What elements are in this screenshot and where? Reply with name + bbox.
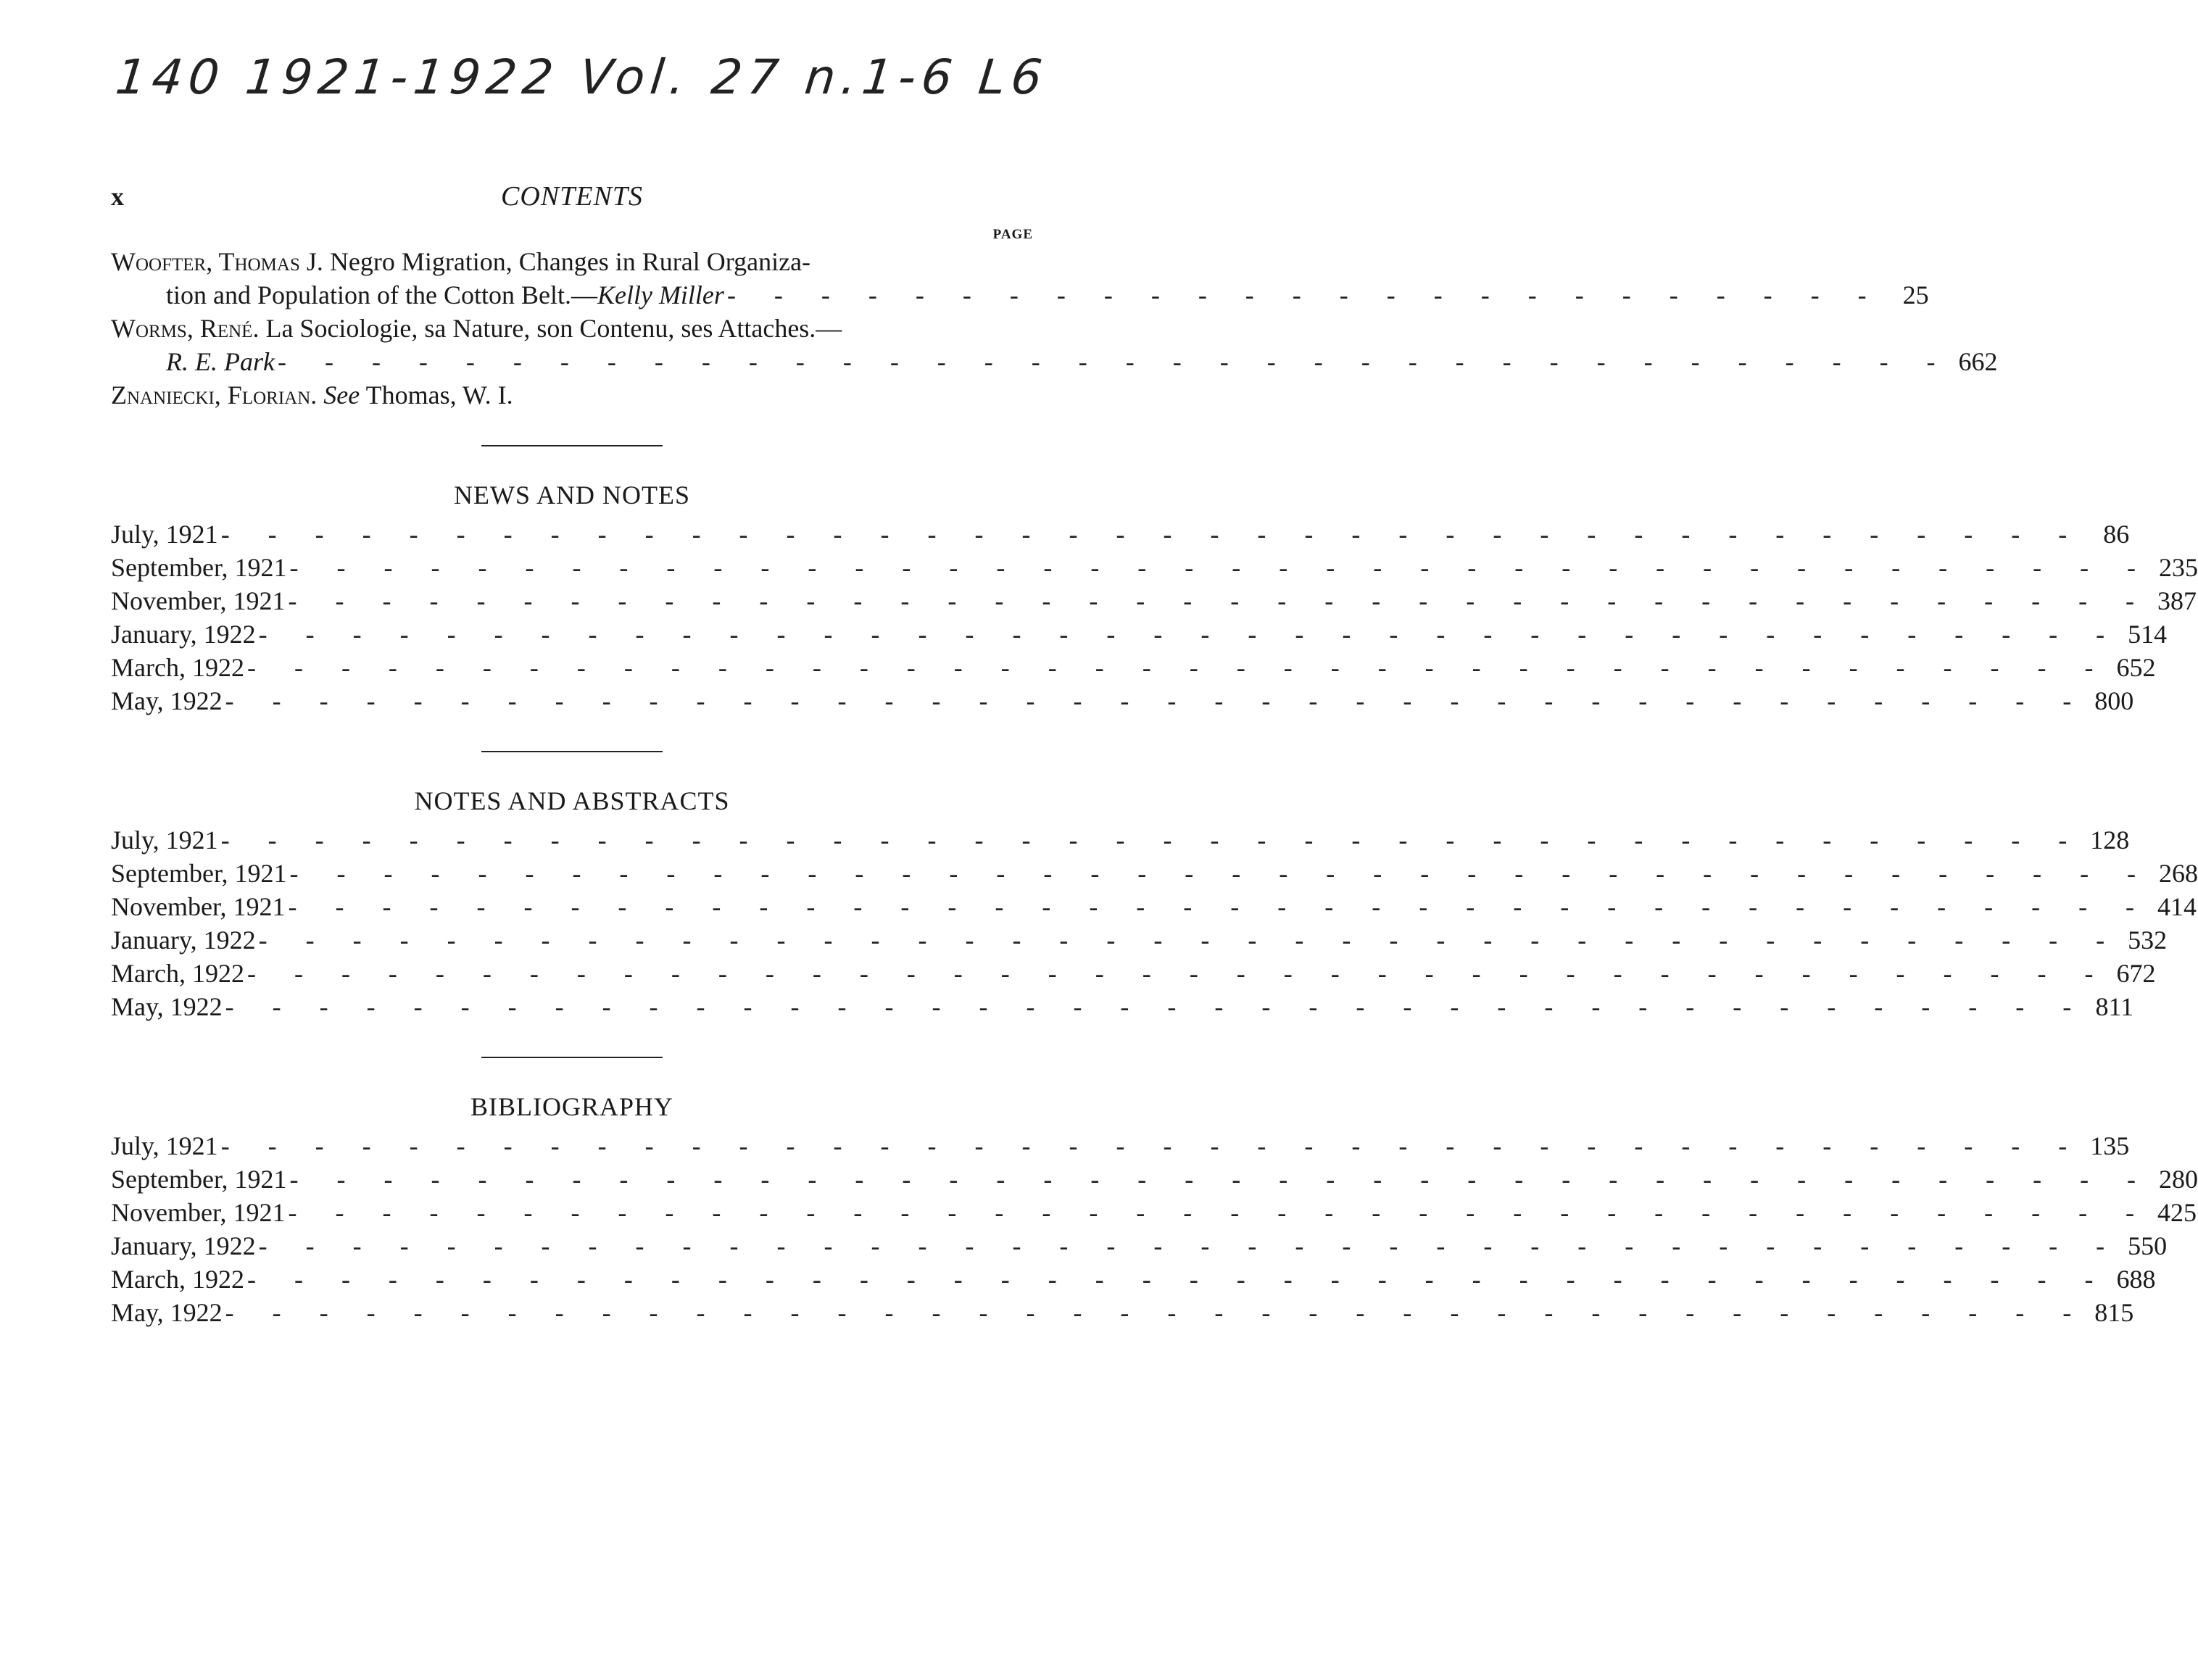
entry-page: 25 (1902, 280, 1929, 309)
entry-reviewer: Kelly Miller (597, 280, 724, 309)
dot-leader: - - - - - - - - - - - - - - - - - - - - - - - - - - - - - - - - - - - - - - - - (289, 1165, 2152, 1194)
entry-page: 662 (1958, 347, 1998, 376)
page-number: x (111, 182, 124, 211)
row-label: November, 1921 (111, 586, 286, 615)
see-target: Thomas, W. I. (365, 381, 513, 409)
row-page: 550 (2128, 1231, 2168, 1260)
dot-leader: - - - - - - - - - - - - - - - - - - - - - - - - - - - - - - - - - - - - - - - - (258, 1231, 2121, 1260)
contents-row (111, 651, 2156, 684)
section-title: NOTES AND ABSTRACTS (414, 786, 730, 815)
dot-leader: - - - - - - - - - - - - - - - - - - - - - - - - - (726, 280, 1883, 309)
row-page: 414 (2157, 892, 2197, 921)
row-label: November, 1921 (111, 892, 286, 921)
row-label: September, 1921 (111, 1165, 287, 1194)
contents-row (111, 823, 2130, 857)
entry-title-line: La Sociologie, sa Nature, son Contenu, ses Attaches.— (265, 314, 842, 343)
row-label: March, 1922 (111, 1265, 244, 1294)
contents-entry (111, 312, 1998, 378)
row-label: January, 1922 (111, 926, 256, 955)
dot-leader: - - - - - - - - - - - - - - - - - - - - - - - - - - - - - - - - - - - - - - - - (246, 653, 2110, 682)
row-label: January, 1922 (111, 620, 256, 649)
row-label: July, 1921 (111, 826, 218, 854)
entry-author: Znaniecki, Florian. (111, 381, 318, 409)
dot-leader: - - - - - - - - - - - - - - - - - - - - - - - - - - - - - - - - - - - - - - - - (288, 586, 2151, 615)
contents-row (111, 923, 2168, 957)
dot-leader: - - - - - - - - - - - - - - - - - - - - - - - - - - - - - - - - - - - - - - - - (288, 892, 2151, 921)
row-label: November, 1921 (111, 1198, 286, 1227)
row-page: 235 (2159, 553, 2198, 582)
row-label: July, 1921 (111, 1131, 218, 1160)
contents-row (111, 517, 2130, 551)
see-label: See (323, 381, 360, 409)
dot-leader: - - - - - - - - - - - - - - - - - - - - - - - - - - - - - - - - - - - - - - - - (289, 859, 2152, 888)
contents-row (111, 1196, 2197, 1229)
dot-leader: - - - - - - - - - - - - - - - - - - - - - - - - - - - - - - - - - - - - - - - - (246, 959, 2110, 988)
section-title: BIBLIOGRAPHY (470, 1092, 673, 1121)
page-column-label: PAGE (992, 227, 1033, 242)
row-label: July, 1921 (111, 520, 218, 549)
dot-leader: - - - - - - - - - - - - - - - - - - - - - - - - - - - - - - - - - - - - - - - - (258, 620, 2121, 649)
contents-row (111, 1263, 2156, 1296)
entry-title-line: Negro Migration, Changes in Rural Organiza- (329, 247, 811, 276)
entry-author: Worms, René. (111, 314, 260, 343)
row-page: 128 (2090, 826, 2130, 854)
section-divider (481, 445, 663, 446)
dot-leader: - - - - - - - - - - - - - - - - - - - - - - - - - - - - - - - - - - - - - - - - (225, 992, 2088, 1021)
page-header (111, 174, 1033, 217)
row-page: 800 (2094, 686, 2134, 715)
contents-row (111, 990, 2134, 1023)
handwritten-catalog-note: 140 1921-1922 Vol. 27 n.1-6 L6 (112, 49, 1050, 105)
row-page: 387 (2157, 586, 2197, 615)
row-page: 135 (2090, 1131, 2130, 1160)
row-label: May, 1922 (111, 1298, 223, 1327)
row-page: 811 (2095, 992, 2134, 1021)
contents-row (111, 890, 2197, 923)
row-label: January, 1922 (111, 1231, 256, 1260)
contents-row (111, 1163, 2198, 1196)
contents-row (111, 957, 2156, 990)
contents-row (111, 1129, 2130, 1163)
row-page: 425 (2157, 1198, 2197, 1227)
row-label: March, 1922 (111, 959, 244, 988)
contents-row (111, 551, 2198, 584)
page-title: CONTENTS (501, 181, 643, 212)
row-page: 532 (2128, 926, 2168, 955)
row-page: 86 (2103, 520, 2130, 549)
dot-leader: - - - - - - - - - - - - - - - - - - - - - - - - - - - - - - - - - - - - - - - - (220, 1131, 2083, 1160)
row-label: May, 1922 (111, 992, 223, 1021)
contents-row (111, 857, 2198, 890)
contents-row (111, 584, 2197, 617)
dot-leader: - - - - - - - - - - - - - - - - - - - - - - - - - - - - - - - - - - - - - - - - (225, 1298, 2088, 1327)
dot-leader: - - - - - - - - - - - - - - - - - - - - - - - - - - - - - - - - - - - - (277, 347, 1952, 376)
section-divider (481, 751, 663, 752)
contents-entry (111, 245, 1929, 312)
dot-leader: - - - - - - - - - - - - - - - - - - - - - - - - - - - - - - - - - - - - - - - - (220, 520, 2083, 549)
contents-row (111, 617, 2168, 651)
contents-row (111, 684, 2134, 718)
row-label: September, 1921 (111, 859, 287, 888)
contents-row (111, 1296, 2134, 1329)
entry-author: Woofter, Thomas J. (111, 247, 323, 276)
dot-leader: - - - - - - - - - - - - - - - - - - - - - - - - - - - - - - - - - - - - - - - - (246, 1265, 2110, 1294)
dot-leader: - - - - - - - - - - - - - - - - - - - - - - - - - - - - - - - - - - - - - - - - (220, 826, 2083, 854)
sections-container (111, 445, 2198, 1329)
row-page: 672 (2116, 959, 2156, 988)
row-page: 268 (2159, 859, 2198, 888)
entry-reviewer: R. E. Park (166, 347, 275, 376)
row-label: March, 1922 (111, 653, 244, 682)
contents-row (111, 1229, 2168, 1263)
dot-leader: - - - - - - - - - - - - - - - - - - - - - - - - - - - - - - - - - - - - - - - - (225, 686, 2088, 715)
dot-leader: - - - - - - - - - - - - - - - - - - - - - - - - - - - - - - - - - - - - - - - - (288, 1198, 2151, 1227)
row-page: 514 (2128, 620, 2168, 649)
dot-leader: - - - - - - - - - - - - - - - - - - - - - - - - - - - - - - - - - - - - - - - - (258, 926, 2121, 955)
section-divider (481, 1057, 663, 1058)
row-page: 815 (2094, 1298, 2134, 1327)
row-label: May, 1922 (111, 686, 223, 715)
contents-entry (111, 378, 1033, 412)
row-label: September, 1921 (111, 553, 287, 582)
row-page: 652 (2116, 653, 2156, 682)
contents-page (111, 174, 2198, 1329)
row-page: 280 (2159, 1165, 2198, 1194)
entry-title-line: tion and Population of the Cotton Belt.— (166, 280, 597, 309)
section-title: NEWS AND NOTES (454, 481, 690, 510)
dot-leader: - - - - - - - - - - - - - - - - - - - - - - - - - - - - - - - - - - - - - - - - (289, 553, 2152, 582)
row-page: 688 (2116, 1265, 2156, 1294)
